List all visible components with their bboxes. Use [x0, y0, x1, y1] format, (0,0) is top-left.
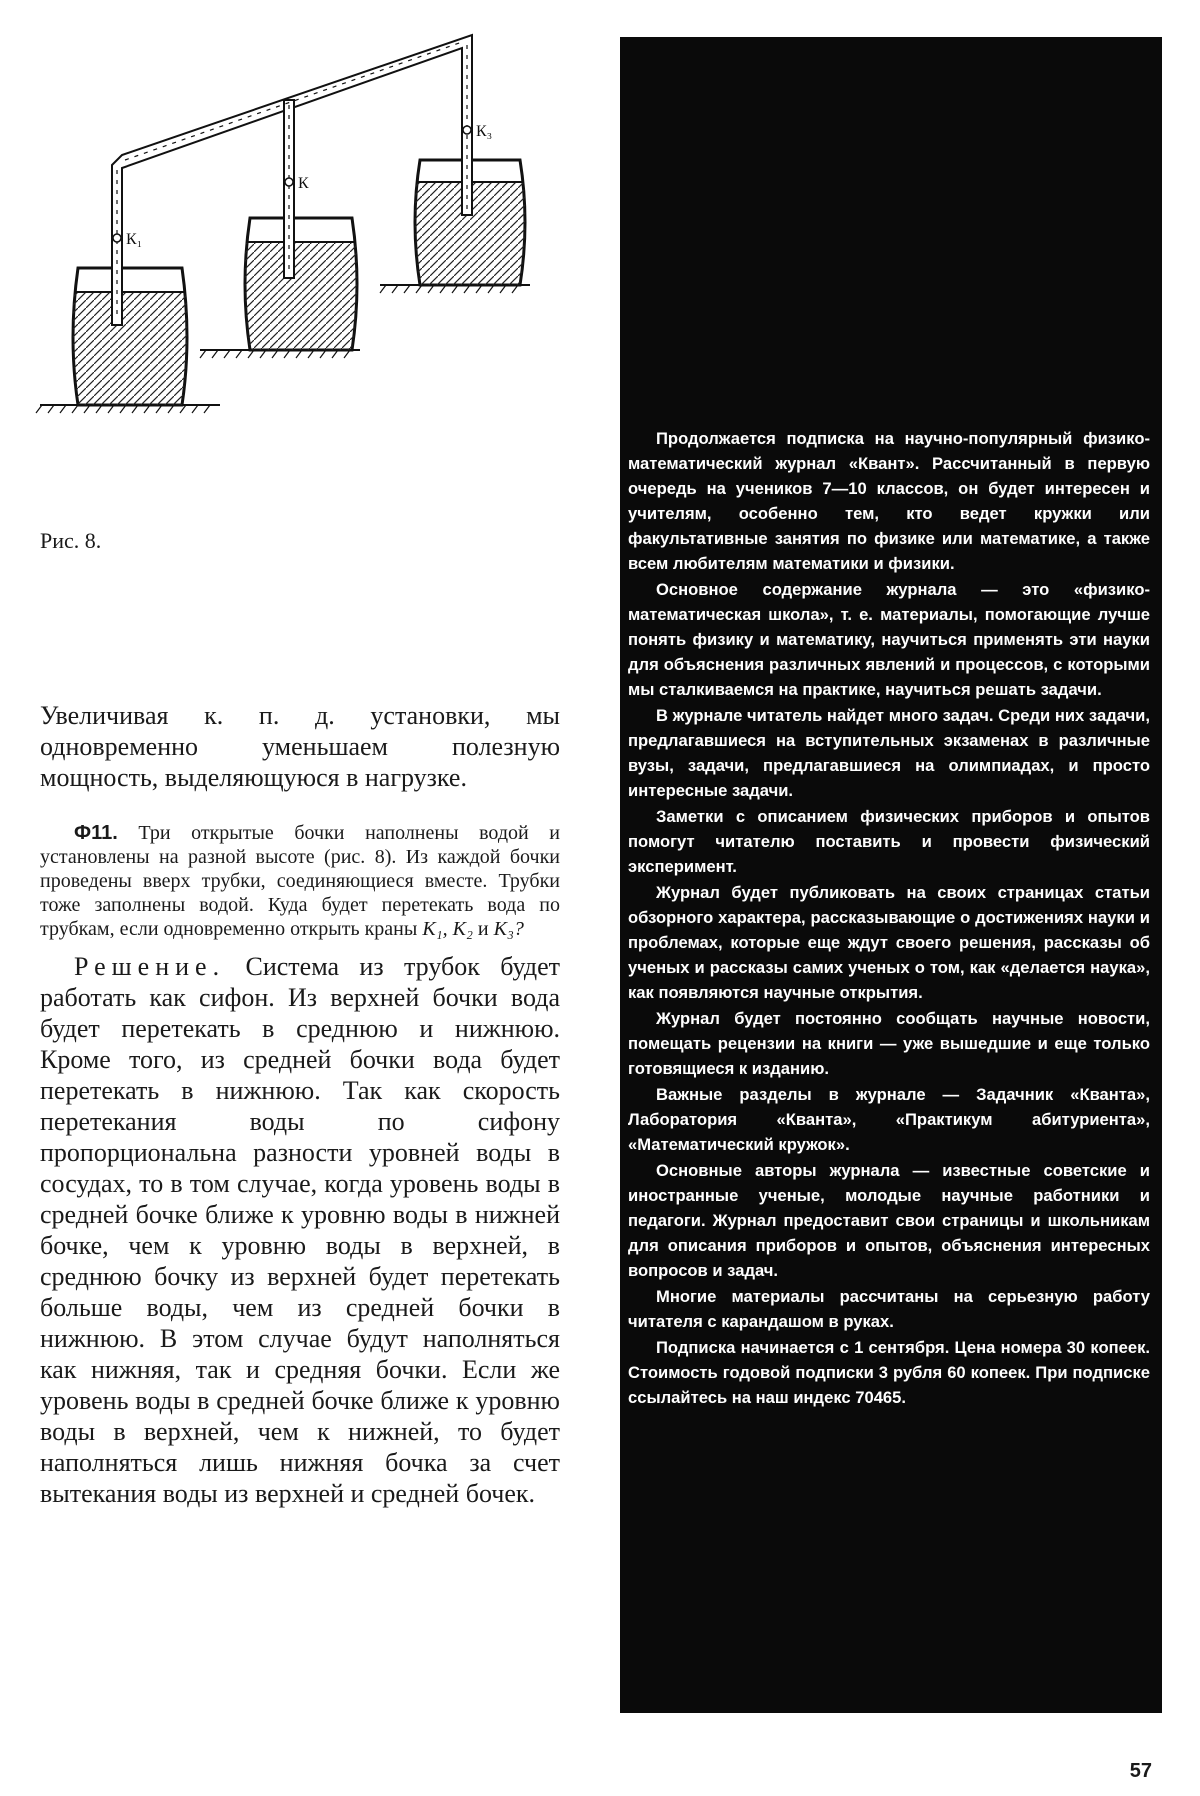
- page-number: 57: [1129, 1760, 1152, 1782]
- valve-label-k3: К₃: [476, 123, 493, 140]
- solution-label: Решение.: [74, 952, 226, 981]
- subscription-notice: [628, 426, 1150, 1411]
- intro-paragraph: Увеличивая к. п. д. установки, мы одновременно уменьшаем полезную мощность, выделяющуюся в нагрузке.: [40, 701, 560, 792]
- problem-f11: [40, 821, 560, 941]
- notice-paragraph: Журнал будет публиковать на своих страницах статьи обзорного характера, рассказывающие о достижениях науки и проблемах, которые еще ждут своего решения, рассказы об ученых и рассказы самих ученых о том, как «делается наука», как появляются научные открытия.: [628, 883, 1150, 1002]
- notice-paragraph: Подписка начинается с 1 сентября. Цена номера 30 копеек. Стоимость годовой подписки 3 рубля 60 копеек. При подписке ссылайтесь на наш индекс 70465.: [628, 1338, 1150, 1407]
- notice-paragraph: Журнал будет постоянно сообщать научные новости, помещать рецензии на книги — уже вышедшие и еще только готовящиеся к изданию.: [628, 1009, 1150, 1078]
- notice-paragraph: Заметки с описанием физических приборов и опытов помогут читателю поставить и провести физический эксперимент.: [628, 807, 1150, 876]
- barrel-lower: [73, 268, 188, 405]
- barrel-middle: [245, 218, 358, 350]
- solution-text: Система из трубок будет работать как сифон. Из верхней бочки вода будет перетекать в среднюю и нижнюю. Кроме того, из средней бочки вода будет перетекать в нижнюю. Так как скорость перетекания воды по сифону пропорциональна разности уровней воды в сосудах, то в том случае, когда уровень воды в средней бочке ближе к уровню воды в нижней бочке, чем к уровню воды в верхней, в среднюю бочку из верхней будет перетекать больше воды, чем из средней бочки в нижнюю. В этом случае будут наполняться как нижняя, так и средняя бочки. Если же уровень воды в средней бочке ближе к уровню воды в верхней, чем к нижней, то будет наполняться лишь нижняя бочка за счет вытекания воды из верхней и средней бочек.: [40, 952, 560, 1508]
- siphon-figure: [30, 20, 550, 440]
- valve-k2: K₂: [452, 918, 473, 940]
- valve-k3: K₃?: [493, 918, 524, 940]
- siphon-diagram: [30, 20, 550, 440]
- conjunction: и: [477, 918, 489, 940]
- notice-paragraph: Основные авторы журнала — известные советские и иностранные ученые, молодые научные работники и педагоги. Журнал предоставит свои страницы и школьникам для описания приборов и опытов, объяснения интересных вопросов и задач.: [628, 1161, 1150, 1280]
- problem-text: Три открытые бочки наполнены водой и установлены на разной высоте (рис. 8). Из каждой бочки проведены вверх трубки, соединяющиеся вместе. Трубки тоже заполнены водой. Куда будет перетекать вода по трубкам, если одновременно открыть краны: [40, 822, 560, 940]
- notice-paragraph: Основное содержание журнала — это «физико-математическая школа», т. е. материалы, помогающие лучше понять физику и математику, научиться применять эти науки для объяснения различных явлений и процессов, с которыми мы сталкиваемся на практике, научиться решать задачи.: [628, 580, 1150, 699]
- notice-paragraph: Многие материалы рассчитаны на серьезную работу читателя с карандашом в руках.: [628, 1287, 1150, 1331]
- solution-paragraph: [40, 951, 560, 1509]
- figure-caption: Рис. 8.: [40, 528, 102, 553]
- valve-label-k: К: [298, 175, 309, 192]
- article-column: [40, 700, 560, 1509]
- notice-paragraph: Важные разделы в журнале — Задачник «Кванта», Лаборатория «Кванта», «Практикум абитуриента», «Математический кружок».: [628, 1085, 1150, 1154]
- notice-paragraph: В журнале читатель найдет много задач. Среди них задачи, предлагавшиеся на вступительных экзаменах в различные вузы, задачи, предлагавшиеся на олимпиадах, и просто интересные задачи.: [628, 706, 1150, 800]
- notice-paragraph: Продолжается подписка на научно-популярный физико-математический журнал «Квант». Рассчитанный в первую очередь на учеников 7—10 классов, он будет интересен и учителям, особенно тем, кто ведет кружки или факультативные занятия по физике или математике, а также всем любителям математики и физики.: [628, 429, 1150, 573]
- problem-number: Ф11.: [74, 822, 118, 844]
- valve-label-k1: К₁: [126, 231, 143, 248]
- valve-k1: K₁,: [422, 918, 448, 940]
